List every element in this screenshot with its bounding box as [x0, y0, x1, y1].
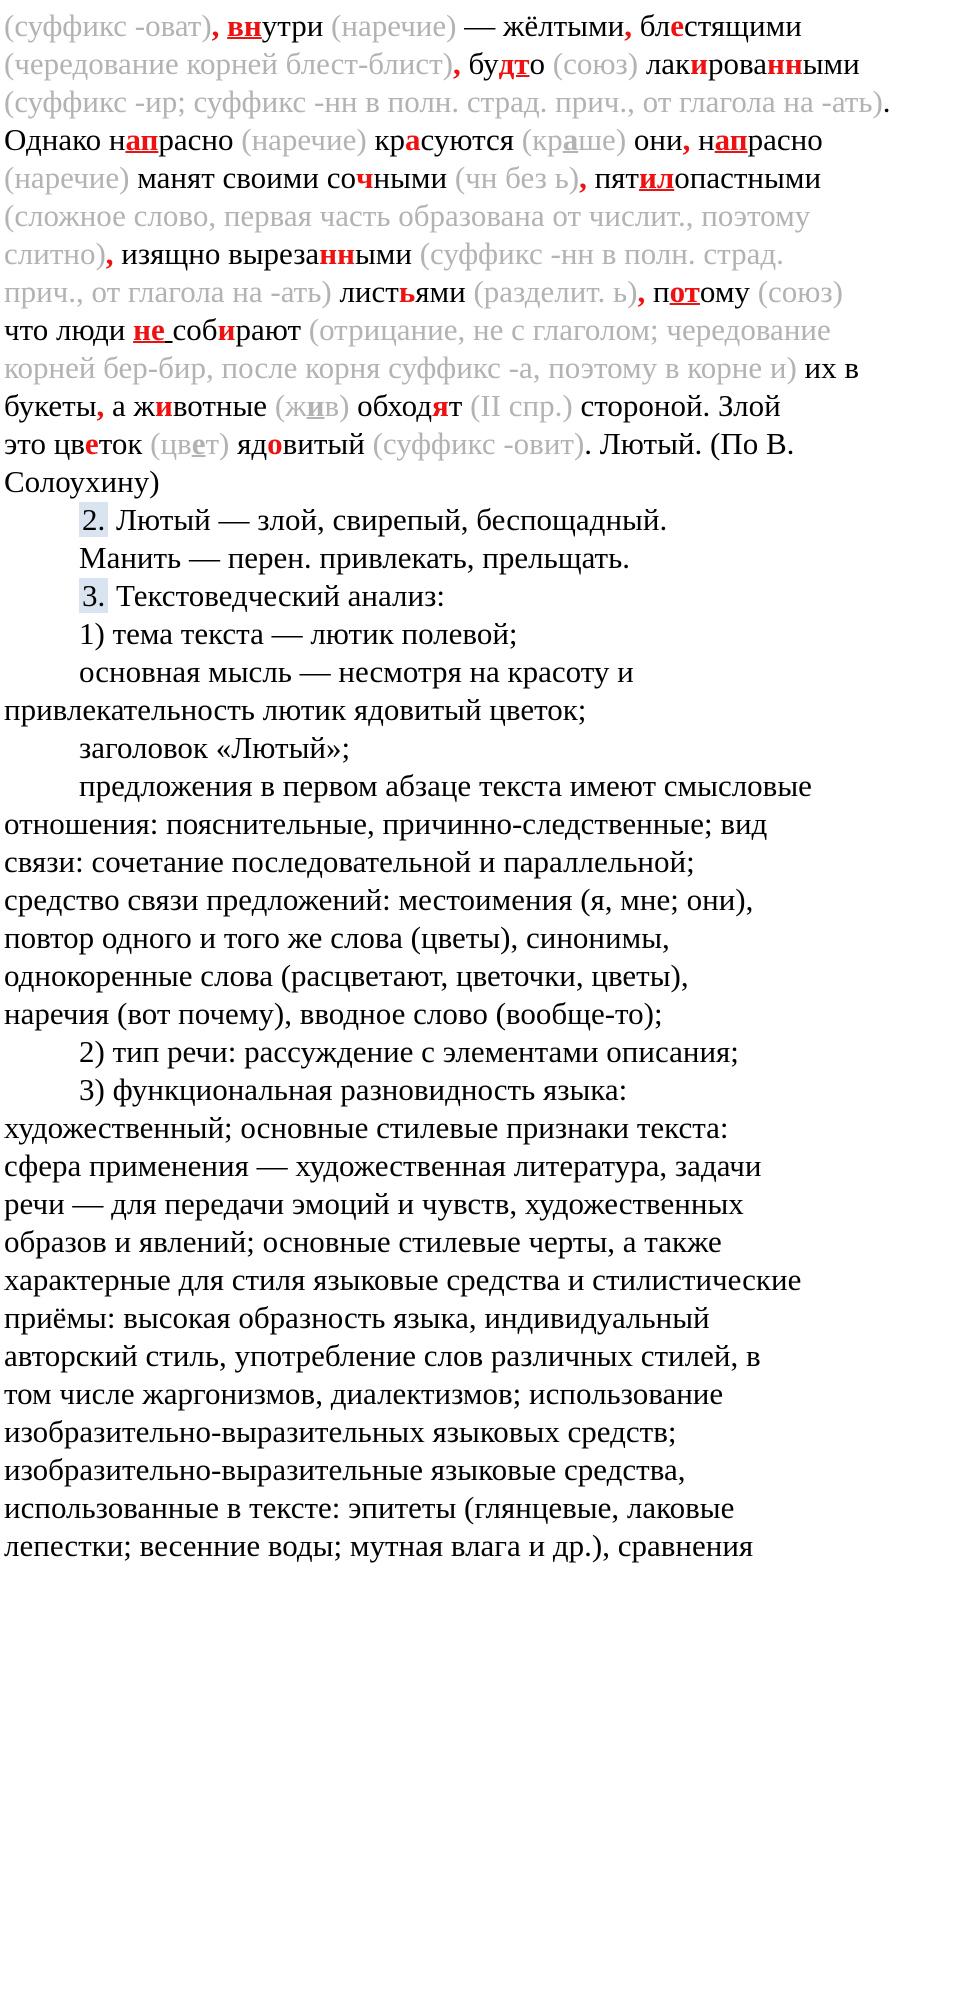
- text-segment: повтор одного и того же слова (цветы), синонимы,: [4, 920, 670, 955]
- text-line: [4, 1222, 722, 1262]
- task-number: 3.: [79, 578, 108, 613]
- grammar-comment: (союз): [552, 46, 639, 81]
- text-line: [79, 1032, 739, 1072]
- text-segment: бл: [631, 8, 671, 43]
- text-segment: расно: [747, 122, 823, 157]
- grammar-comment: (отрицание, не с глаголом; чередование: [308, 312, 831, 347]
- text-segment: .: [882, 84, 891, 119]
- text-segment: букеты: [4, 388, 97, 423]
- text-segment: изящно выреза: [113, 236, 320, 271]
- text-segment: кр: [366, 122, 405, 157]
- text-line: [4, 1336, 761, 1376]
- text-line: [4, 158, 821, 198]
- text-segment: вотные: [172, 388, 275, 423]
- text-segment: привлекательность лютик ядовитый цветок;: [4, 692, 587, 727]
- text-segment: средство связи предложений: местоимения (я, мне; они),: [4, 882, 754, 917]
- text-segment: авторский стиль, употребление слов различных стилей, в: [4, 1338, 761, 1373]
- text-line: [4, 1488, 734, 1528]
- text-segment: 1) тема текста — лютик полевой;: [79, 616, 518, 651]
- text-line: [79, 652, 634, 692]
- text-segment: Текстоведческий анализ:: [108, 578, 445, 613]
- text-line: [4, 804, 767, 844]
- text-line: [4, 1412, 676, 1452]
- text-segment: утри: [261, 8, 332, 43]
- highlighted-letters: не: [133, 312, 165, 347]
- highlighted-letters: о: [267, 426, 283, 461]
- grammar-comment: (суффикс -нн в полн. страд.: [419, 236, 784, 271]
- text-segment: п: [645, 274, 670, 309]
- text-line: [79, 500, 667, 540]
- text-line: [4, 1146, 761, 1186]
- text-segment: — перен. привлекать, прельщать.: [181, 540, 630, 575]
- text-segment: лист: [331, 274, 399, 309]
- text-line: [4, 386, 781, 426]
- text-segment: — злой, свирепый, беспощадный.: [210, 502, 668, 537]
- grammar-comment: (наречие): [241, 122, 367, 157]
- text-segment: а ж: [104, 388, 155, 423]
- text-segment: [108, 502, 116, 537]
- highlighted-letters: от: [669, 274, 700, 309]
- text-line: [4, 1260, 801, 1300]
- highlighted-letters: ,: [211, 8, 220, 43]
- highlighted-letters: вн: [227, 8, 262, 43]
- text-line: [4, 1526, 753, 1566]
- text-segment: 2) тип речи: рассуждение с элементами описания;: [79, 1034, 739, 1069]
- text-segment: рают: [235, 312, 309, 347]
- highlighted-letters: дт: [498, 46, 530, 81]
- text-segment: ток: [98, 426, 151, 461]
- text-segment: — жёлтыми: [456, 8, 625, 43]
- text-line: [4, 310, 831, 350]
- text-segment: их в: [796, 350, 860, 385]
- highlighted-letters: нн: [766, 46, 803, 81]
- text-line: [4, 842, 695, 882]
- text-line: [4, 272, 843, 312]
- text-segment: приёмы: высокая образность языка, индивидуальный: [4, 1300, 710, 1335]
- grammar-comment: и: [306, 388, 325, 423]
- text-line: [4, 462, 160, 502]
- text-segment: характерные для стиля языковые средства и стилистические: [4, 1262, 802, 1297]
- text-line: [79, 614, 518, 654]
- text-line: [4, 424, 794, 464]
- grammar-comment: (кр: [521, 122, 563, 157]
- grammar-comment: е: [191, 426, 206, 461]
- grammar-comment: (чередование корней блест-блист): [4, 46, 453, 81]
- text-segment: художественный; основные стилевые признаки текста:: [4, 1110, 729, 1145]
- text-segment: использованные в тексте: эпитеты (глянцевые, лаковые: [4, 1490, 735, 1525]
- text-segment: отношения: пояснительные, причинно-следственные; вид: [4, 806, 768, 841]
- text-segment: основная мысль — несмотря на красоту и: [79, 654, 634, 689]
- text-line: [79, 576, 445, 616]
- text-segment: расно: [158, 122, 242, 157]
- text-line: [4, 348, 859, 388]
- text-line: [4, 44, 860, 84]
- text-segment: обход: [349, 388, 432, 423]
- grammar-comment: (чн без ь): [454, 160, 580, 195]
- text-segment: стящими: [683, 8, 802, 43]
- highlighted-letters: и: [217, 312, 236, 347]
- text-segment: [219, 8, 227, 43]
- text-segment: Однако н: [4, 122, 126, 157]
- grammar-comment: слитно): [4, 236, 106, 271]
- highlighted-letters: ,: [682, 122, 691, 157]
- text-segment: наречия (вот почему), вводное слово (вообще-то);: [4, 996, 663, 1031]
- text-segment: н: [690, 122, 715, 157]
- text-segment: ому: [699, 274, 758, 309]
- highlighted-letters: ,: [579, 160, 587, 195]
- grammar-comment: (цв: [150, 426, 192, 461]
- grammar-comment: корней бер-бир, после корня суффикс -а, поэтому в корне и): [4, 350, 797, 385]
- text-segment: манят своими со: [129, 160, 356, 195]
- text-line: [4, 880, 753, 920]
- term-bold: Лютый: [116, 502, 211, 537]
- highlighted-letters: ,: [96, 388, 105, 423]
- text-segment: образов и явлений; основные стилевые черты, а также: [4, 1224, 722, 1259]
- text-segment: связи: сочетание последовательной и параллельной;: [4, 844, 695, 879]
- text-line: [4, 1298, 710, 1338]
- highlighted-letters: я: [431, 388, 449, 423]
- text-segment: соб: [172, 312, 218, 347]
- text-segment: пят: [586, 160, 639, 195]
- highlighted-letters: ч: [356, 160, 374, 195]
- text-line: [4, 1184, 744, 1224]
- text-line: [4, 234, 784, 274]
- text-line: [4, 994, 663, 1034]
- text-line: [4, 1450, 685, 1490]
- text-segment: это цв: [4, 426, 85, 461]
- text-segment: они: [626, 122, 683, 157]
- highlighted-letters: а: [405, 122, 421, 157]
- text-line: [4, 196, 810, 236]
- text-segment: яд: [229, 426, 268, 461]
- grammar-comment: т): [205, 426, 230, 461]
- text-line: [79, 538, 630, 578]
- text-segment: о: [529, 46, 553, 81]
- text-line: [4, 690, 586, 730]
- grammar-comment: (наречие): [4, 160, 130, 195]
- highlighted-letters: ,: [637, 274, 646, 309]
- text-line: [79, 728, 350, 768]
- text-segment: том числе жаргонизмов, диалектизмов; использование: [4, 1376, 724, 1411]
- text-line: [79, 1070, 627, 1110]
- grammar-comment: (разделит. ь): [473, 274, 638, 309]
- grammar-comment: а: [562, 122, 579, 157]
- highlighted-letters: и: [154, 388, 173, 423]
- grammar-comment: прич., от глагола на -ать): [4, 274, 332, 309]
- analysis-text: [4, 0, 960, 1580]
- term-bold: Манить: [79, 540, 182, 575]
- highlighted-letters: ,: [624, 8, 632, 43]
- text-segment: заголовок «Лютый»;: [79, 730, 351, 765]
- text-segment: . Лютый. (По В.: [584, 426, 795, 461]
- grammar-comment: (суффикс -оват): [4, 8, 212, 43]
- text-segment: ыми: [802, 46, 860, 81]
- text-segment: предложения в первом абзаце текста имеют смысловые: [79, 768, 812, 803]
- text-segment: ыми: [354, 236, 420, 271]
- task-number: 2.: [79, 502, 108, 537]
- text-segment: суются: [420, 122, 522, 157]
- text-segment: ями: [415, 274, 474, 309]
- text-segment: Солоухину): [4, 464, 160, 499]
- highlighted-letters: е: [670, 8, 684, 43]
- highlighted-letters: нн: [319, 236, 355, 271]
- text-segment: опастными: [674, 160, 822, 195]
- grammar-comment: (сложное слово, первая часть образована от числит., поэтому: [4, 198, 811, 233]
- text-line: [4, 1374, 723, 1414]
- grammar-comment: (ж: [274, 388, 307, 423]
- text-line: [4, 120, 823, 160]
- text-line: [4, 956, 689, 996]
- highlighted-letters: ,: [105, 236, 114, 271]
- text-segment: ными: [373, 160, 455, 195]
- highlighted-letters: ь: [398, 274, 416, 309]
- text-segment: речи — для передачи эмоций и чувств, художественных: [4, 1186, 744, 1221]
- highlighted-letters: е: [84, 426, 99, 461]
- grammar-comment: ше): [578, 122, 627, 157]
- highlighted-letters: ил: [638, 160, 675, 195]
- grammar-comment: в): [324, 388, 350, 423]
- text-line: [4, 82, 891, 122]
- text-line: [4, 918, 670, 958]
- text-line: [4, 6, 802, 46]
- text-segment: бу: [460, 46, 499, 81]
- text-segment: рова: [707, 46, 767, 81]
- text-segment: лак: [638, 46, 691, 81]
- text-line: [79, 766, 812, 806]
- grammar-comment: (наречие): [331, 8, 457, 43]
- highlighted-letters: и: [690, 46, 708, 81]
- highlighted-letters: ап: [125, 122, 159, 157]
- text-segment: что люди: [4, 312, 134, 347]
- text-segment: однокоренные слова (расцветают, цветочки, цветы),: [4, 958, 689, 993]
- text-segment: стороной. Злой: [572, 388, 781, 423]
- text-segment: 3) функциональная разновидность языка:: [79, 1072, 628, 1107]
- text-line: [4, 1108, 729, 1148]
- grammar-comment: (союз): [757, 274, 843, 309]
- highlighted-letters: ап: [714, 122, 748, 157]
- grammar-comment: (суффикс -ир; суффикс -нн в полн. страд. прич., от глагола на -ать): [4, 84, 883, 119]
- text-segment: лепестки; весенние воды; мутная влага и др.), сравнения: [4, 1528, 754, 1563]
- text-segment: витый: [282, 426, 373, 461]
- grammar-comment: (суффикс -овит): [372, 426, 585, 461]
- highlighted-letters: ,: [452, 46, 461, 81]
- text-segment: т: [448, 388, 471, 423]
- text-segment: [165, 312, 173, 347]
- text-segment: сфера применения — художественная литература, задачи: [4, 1148, 762, 1183]
- grammar-comment: (II спр.): [470, 388, 573, 423]
- text-segment: изобразительно-выразительных языковых средств;: [4, 1414, 677, 1449]
- text-segment: изобразительно-выразительные языковые средства,: [4, 1452, 686, 1487]
